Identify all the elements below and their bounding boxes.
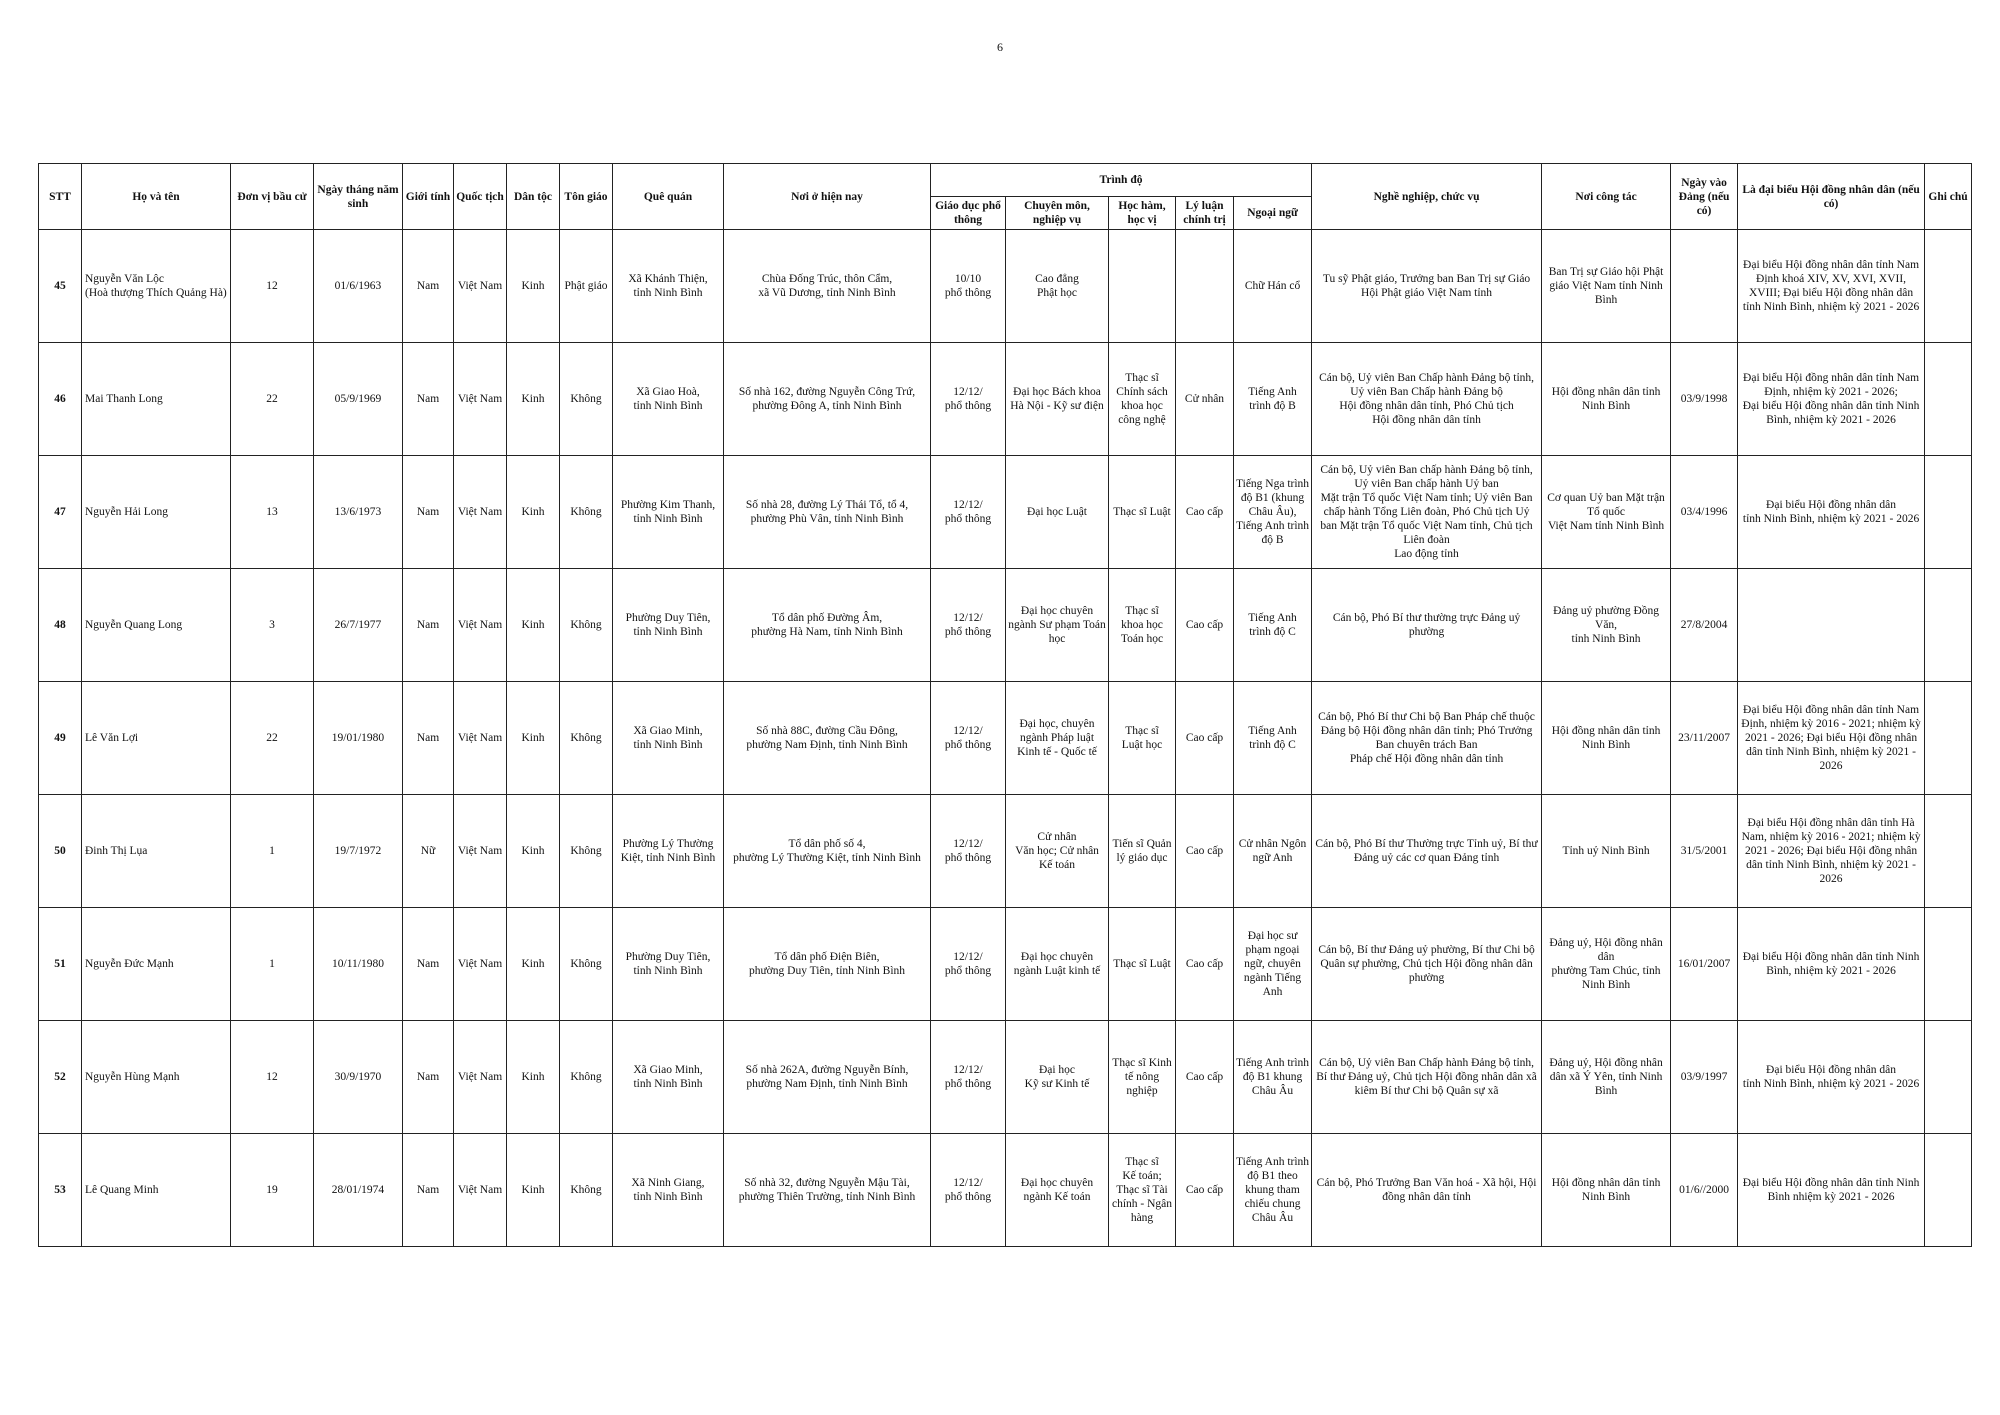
cell-delegate: Đại biểu Hội đồng nhân dân tỉnh Ninh Bình, nhiệm kỳ 2021 - 2026 xyxy=(1738,456,1925,569)
cell-unit: 1 xyxy=(231,795,314,908)
header-specialty: Chuyên môn, nghiệp vụ xyxy=(1006,197,1109,230)
cell-gender: Nam xyxy=(403,1021,454,1134)
candidate-table-container xyxy=(38,163,1968,1247)
cell-workplace: Đảng uỷ, Hội đồng nhân dân xã Ý Yên, tỉnh Ninh Bình xyxy=(1542,1021,1671,1134)
cell-nationality: Việt Nam xyxy=(454,795,507,908)
cell-politics xyxy=(1176,230,1234,343)
cell-religion: Không xyxy=(560,795,613,908)
cell-note xyxy=(1925,682,1972,795)
candidate-table xyxy=(38,163,1972,1247)
cell-nationality: Việt Nam xyxy=(454,343,507,456)
page-number: 6 xyxy=(997,40,1003,54)
cell-gender: Nữ xyxy=(403,795,454,908)
cell-name: Nguyễn Hùng Mạnh xyxy=(82,1021,231,1134)
cell-workplace: Đảng uỷ, Hội đồng nhân dân phường Tam Chúc, tỉnh Ninh Bình xyxy=(1542,908,1671,1021)
cell-language: Tiếng Anh trình độ B xyxy=(1234,343,1312,456)
cell-dob: 28/01/1974 xyxy=(314,1134,403,1247)
table-row xyxy=(39,343,1972,456)
cell-religion: Không xyxy=(560,1134,613,1247)
table-row xyxy=(39,682,1972,795)
cell-stt: 53 xyxy=(39,1134,82,1247)
cell-language: Cử nhân Ngôn ngữ Anh xyxy=(1234,795,1312,908)
cell-occupation: Cán bộ, Phó Bí thư Thường trực Tỉnh uỷ, Bí thư Đảng uỷ các cơ quan Đảng tỉnh xyxy=(1312,795,1542,908)
cell-party-date: 16/01/2007 xyxy=(1671,908,1738,1021)
cell-nationality: Việt Nam xyxy=(454,1134,507,1247)
cell-party-date: 03/9/1997 xyxy=(1671,1021,1738,1134)
cell-gender: Nam xyxy=(403,569,454,682)
cell-residence: Số nhà 88C, đường Cầu Đông, phường Nam Định, tỉnh Ninh Bình xyxy=(724,682,931,795)
cell-language: Tiếng Nga trình độ B1 (khung Châu Âu), Tiếng Anh trình độ B xyxy=(1234,456,1312,569)
cell-ethnicity: Kinh xyxy=(507,569,560,682)
cell-hometown: Xã Khánh Thiện, tỉnh Ninh Bình xyxy=(613,230,724,343)
cell-specialty: Đại học, chuyên ngành Pháp luật Kinh tế - Quốc tế xyxy=(1006,682,1109,795)
cell-occupation: Cán bộ, Uỷ viên Ban Chấp hành Đảng bộ tỉnh, Bí thư Đảng uỷ, Chủ tịch Hội đồng nhân dân xã kiêm Bí thư Chi bộ Quân sự xã xyxy=(1312,1021,1542,1134)
cell-delegate: Đại biểu Hội đồng nhân dân tỉnh Nam Định khoá XIV, XV, XVI, XVII, XVIII; Đại biểu Hội đồng nhân dân tỉnh Ninh Bình, nhiệm kỳ 2021 - 2026 xyxy=(1738,230,1925,343)
cell-ethnicity: Kinh xyxy=(507,1021,560,1134)
cell-stt: 49 xyxy=(39,682,82,795)
cell-nationality: Việt Nam xyxy=(454,230,507,343)
cell-party-date: 03/4/1996 xyxy=(1671,456,1738,569)
table-row xyxy=(39,230,1972,343)
table-row xyxy=(39,908,1972,1021)
cell-residence: Số nhà 162, đường Nguyễn Công Trứ, phường Đông A, tỉnh Ninh Bình xyxy=(724,343,931,456)
table-row xyxy=(39,569,1972,682)
header-religion: Tôn giáo xyxy=(560,164,613,230)
cell-specialty: Cử nhân Văn học; Cử nhân Kế toán xyxy=(1006,795,1109,908)
cell-name: Nguyễn Văn Lộc (Hoà thượng Thích Quảng Hà) xyxy=(82,230,231,343)
cell-nationality: Việt Nam xyxy=(454,456,507,569)
cell-gender: Nam xyxy=(403,230,454,343)
cell-party-date xyxy=(1671,230,1738,343)
header-name: Họ và tên xyxy=(82,164,231,230)
cell-language: Tiếng Anh trình độ C xyxy=(1234,682,1312,795)
cell-hometown: Phường Duy Tiên, tỉnh Ninh Bình xyxy=(613,569,724,682)
header-language: Ngoại ngữ xyxy=(1234,197,1312,230)
header-delegate: Là đại biểu Hội đồng nhân dân (nếu có) xyxy=(1738,164,1925,230)
header-occupation: Nghề nghiệp, chức vụ xyxy=(1312,164,1542,230)
cell-party-date: 31/5/2001 xyxy=(1671,795,1738,908)
cell-ethnicity: Kinh xyxy=(507,456,560,569)
cell-stt: 48 xyxy=(39,569,82,682)
cell-workplace: Đảng uỷ phường Đồng Văn, tỉnh Ninh Bình xyxy=(1542,569,1671,682)
cell-general-edu: 12/12/ phổ thông xyxy=(931,1021,1006,1134)
cell-hometown: Xã Giao Hoà, tỉnh Ninh Bình xyxy=(613,343,724,456)
cell-degree: Tiến sĩ Quản lý giáo dục xyxy=(1109,795,1176,908)
cell-general-edu: 12/12/ phổ thông xyxy=(931,1134,1006,1247)
cell-workplace: Tỉnh uỷ Ninh Bình xyxy=(1542,795,1671,908)
cell-dob: 19/01/1980 xyxy=(314,682,403,795)
cell-stt: 45 xyxy=(39,230,82,343)
cell-religion: Phật giáo xyxy=(560,230,613,343)
cell-religion: Không xyxy=(560,682,613,795)
cell-party-date: 01/6//2000 xyxy=(1671,1134,1738,1247)
table-row xyxy=(39,1021,1972,1134)
cell-name: Mai Thanh Long xyxy=(82,343,231,456)
cell-residence: Tổ dân phố số 4, phường Lý Thường Kiệt, tỉnh Ninh Bình xyxy=(724,795,931,908)
cell-hometown: Xã Giao Minh, tỉnh Ninh Bình xyxy=(613,682,724,795)
cell-general-edu: 12/12/ phổ thông xyxy=(931,908,1006,1021)
header-nationality: Quốc tịch xyxy=(454,164,507,230)
header-stt: STT xyxy=(39,164,82,230)
cell-specialty: Đại học chuyên ngành Sư phạm Toán học xyxy=(1006,569,1109,682)
cell-dob: 26/7/1977 xyxy=(314,569,403,682)
cell-ethnicity: Kinh xyxy=(507,230,560,343)
cell-unit: 19 xyxy=(231,1134,314,1247)
cell-residence: Số nhà 28, đường Lý Thái Tổ, tổ 4, phường Phù Vân, tỉnh Ninh Bình xyxy=(724,456,931,569)
cell-workplace: Cơ quan Uỷ ban Mặt trận Tổ quốc Việt Nam tỉnh Ninh Bình xyxy=(1542,456,1671,569)
cell-delegate: Đại biểu Hội đồng nhân dân tỉnh Nam Định, nhiệm kỳ 2016 - 2021; nhiệm kỳ 2021 - 2026; Đại biểu Hội đồng nhân dân tỉnh Ninh Bình, nhiệm kỳ 2021 - 2026 xyxy=(1738,682,1925,795)
header-ethnicity: Dân tộc xyxy=(507,164,560,230)
cell-nationality: Việt Nam xyxy=(454,908,507,1021)
cell-stt: 50 xyxy=(39,795,82,908)
cell-gender: Nam xyxy=(403,908,454,1021)
cell-occupation: Tu sỹ Phật giáo, Trưởng ban Ban Trị sự Giáo Hội Phật giáo Việt Nam tỉnh xyxy=(1312,230,1542,343)
header-gender: Giới tính xyxy=(403,164,454,230)
cell-note xyxy=(1925,1021,1972,1134)
cell-residence: Tổ dân phố Đường Âm, phường Hà Nam, tỉnh Ninh Bình xyxy=(724,569,931,682)
cell-unit: 1 xyxy=(231,908,314,1021)
cell-note xyxy=(1925,456,1972,569)
cell-delegate: Đại biểu Hội đồng nhân dân tỉnh Nam Định, nhiệm kỳ 2021 - 2026; Đại biểu Hội đồng nhân dân tỉnh Ninh Bình, nhiệm kỳ 2021 - 2026 xyxy=(1738,343,1925,456)
cell-delegate: Đại biểu Hội đồng nhân dân tỉnh Ninh Bình, nhiệm kỳ 2021 - 2026 xyxy=(1738,908,1925,1021)
cell-ethnicity: Kinh xyxy=(507,682,560,795)
cell-politics: Cao cấp xyxy=(1176,908,1234,1021)
header-general-edu: Giáo dục phổ thông xyxy=(931,197,1006,230)
cell-specialty: Đại học Kỹ sư Kinh tế xyxy=(1006,1021,1109,1134)
cell-name: Nguyễn Quang Long xyxy=(82,569,231,682)
cell-specialty: Đại học Luật xyxy=(1006,456,1109,569)
header-politics: Lý luận chính trị xyxy=(1176,197,1234,230)
header-workplace: Nơi công tác xyxy=(1542,164,1671,230)
cell-note xyxy=(1925,795,1972,908)
cell-religion: Không xyxy=(560,343,613,456)
cell-stt: 46 xyxy=(39,343,82,456)
cell-stt: 52 xyxy=(39,1021,82,1134)
cell-name: Nguyễn Đức Mạnh xyxy=(82,908,231,1021)
table-body xyxy=(39,230,1972,1247)
cell-language: Tiếng Anh trình độ B1 khung Châu Âu xyxy=(1234,1021,1312,1134)
cell-degree: Thạc sĩ Luật xyxy=(1109,456,1176,569)
cell-politics: Cao cấp xyxy=(1176,569,1234,682)
cell-delegate: Đại biểu Hội đồng nhân dân tỉnh Hà Nam, nhiệm kỳ 2016 - 2021; nhiệm kỳ 2021 - 2026; Đại biểu Hội đồng nhân dân tỉnh Ninh Bình, nhiệm kỳ 2021 - 2026 xyxy=(1738,795,1925,908)
cell-unit: 3 xyxy=(231,569,314,682)
cell-gender: Nam xyxy=(403,682,454,795)
cell-specialty: Đại học chuyên ngành Kế toán xyxy=(1006,1134,1109,1247)
cell-dob: 05/9/1969 xyxy=(314,343,403,456)
cell-name: Lê Quang Minh xyxy=(82,1134,231,1247)
cell-unit: 22 xyxy=(231,682,314,795)
cell-dob: 19/7/1972 xyxy=(314,795,403,908)
cell-residence: Chùa Đống Trúc, thôn Cẩm, xã Vũ Dương, tỉnh Ninh Bình xyxy=(724,230,931,343)
cell-occupation: Cán bộ, Bí thư Đảng uỷ phường, Bí thư Chi bộ Quân sự phường, Chủ tịch Hội đồng nhân dân phường xyxy=(1312,908,1542,1021)
cell-unit: 12 xyxy=(231,230,314,343)
cell-degree: Thạc sĩ Kinh tế nông nghiệp xyxy=(1109,1021,1176,1134)
header-unit: Đơn vị bầu cử xyxy=(231,164,314,230)
cell-general-edu: 12/12/ phổ thông xyxy=(931,795,1006,908)
cell-occupation: Cán bộ, Phó Trưởng Ban Văn hoá - Xã hội, Hội đồng nhân dân tỉnh xyxy=(1312,1134,1542,1247)
cell-name: Nguyễn Hải Long xyxy=(82,456,231,569)
cell-note xyxy=(1925,908,1972,1021)
cell-degree: Thạc sĩ khoa học Toán học xyxy=(1109,569,1176,682)
cell-nationality: Việt Nam xyxy=(454,569,507,682)
cell-residence: Số nhà 32, đường Nguyễn Mậu Tài, phường Thiên Trường, tỉnh Ninh Bình xyxy=(724,1134,931,1247)
cell-stt: 51 xyxy=(39,908,82,1021)
cell-degree: Thạc sĩ Chính sách khoa học công nghệ xyxy=(1109,343,1176,456)
cell-politics: Cao cấp xyxy=(1176,456,1234,569)
header-party-date: Ngày vào Đảng (nếu có) xyxy=(1671,164,1738,230)
cell-hometown: Phường Kim Thanh, tỉnh Ninh Bình xyxy=(613,456,724,569)
cell-unit: 12 xyxy=(231,1021,314,1134)
cell-residence: Số nhà 262A, đường Nguyễn Bính, phường Nam Định, tỉnh Ninh Bình xyxy=(724,1021,931,1134)
table-row xyxy=(39,1134,1972,1247)
table-row xyxy=(39,456,1972,569)
cell-ethnicity: Kinh xyxy=(507,343,560,456)
cell-stt: 47 xyxy=(39,456,82,569)
cell-degree: Thạc sĩ Luật xyxy=(1109,908,1176,1021)
cell-specialty: Cao đẳng Phật học xyxy=(1006,230,1109,343)
cell-language: Tiếng Anh trình độ C xyxy=(1234,569,1312,682)
cell-politics: Cao cấp xyxy=(1176,682,1234,795)
cell-workplace: Hội đồng nhân dân tỉnh Ninh Bình xyxy=(1542,682,1671,795)
cell-unit: 13 xyxy=(231,456,314,569)
cell-gender: Nam xyxy=(403,456,454,569)
cell-general-edu: 12/12/ phổ thông xyxy=(931,569,1006,682)
cell-politics: Cao cấp xyxy=(1176,795,1234,908)
cell-note xyxy=(1925,569,1972,682)
cell-party-date: 03/9/1998 xyxy=(1671,343,1738,456)
cell-occupation: Cán bộ, Phó Bí thư thường trực Đảng uỷ phường xyxy=(1312,569,1542,682)
cell-occupation: Cán bộ, Uỷ viên Ban chấp hành Đảng bộ tỉnh, Uỷ viên Ban chấp hành Uỷ ban Mặt trận Tổ quốc Việt Nam tỉnh; Uỷ viên Ban chấp hành Tổng Liên đoàn, Phó Chủ tịch Uỷ ban Mặt trận Tổ quốc Việt Nam tỉnh, Chủ tịch Liên đoàn Lao động tỉnh xyxy=(1312,456,1542,569)
cell-specialty: Đại học chuyên ngành Luật kinh tế xyxy=(1006,908,1109,1021)
cell-nationality: Việt Nam xyxy=(454,682,507,795)
cell-politics: Cao cấp xyxy=(1176,1021,1234,1134)
cell-degree xyxy=(1109,230,1176,343)
cell-dob: 10/11/1980 xyxy=(314,908,403,1021)
cell-party-date: 27/8/2004 xyxy=(1671,569,1738,682)
cell-delegate: Đại biểu Hội đồng nhân dân tỉnh Ninh Bình nhiệm kỳ 2021 - 2026 xyxy=(1738,1134,1925,1247)
cell-party-date: 23/11/2007 xyxy=(1671,682,1738,795)
cell-hometown: Phường Duy Tiên, tỉnh Ninh Bình xyxy=(613,908,724,1021)
cell-ethnicity: Kinh xyxy=(507,795,560,908)
cell-hometown: Xã Giao Minh, tỉnh Ninh Bình xyxy=(613,1021,724,1134)
cell-workplace: Hội đồng nhân dân tỉnh Ninh Bình xyxy=(1542,343,1671,456)
cell-note xyxy=(1925,1134,1972,1247)
header-degree: Học hàm, học vị xyxy=(1109,197,1176,230)
cell-politics: Cử nhân xyxy=(1176,343,1234,456)
cell-religion: Không xyxy=(560,1021,613,1134)
cell-general-edu: 10/10 phổ thông xyxy=(931,230,1006,343)
cell-name: Đinh Thị Lụa xyxy=(82,795,231,908)
cell-religion: Không xyxy=(560,456,613,569)
cell-specialty: Đại học Bách khoa Hà Nội - Kỹ sư điện xyxy=(1006,343,1109,456)
cell-religion: Không xyxy=(560,569,613,682)
cell-general-edu: 12/12/ phổ thông xyxy=(931,343,1006,456)
cell-occupation: Cán bộ, Phó Bí thư Chi bộ Ban Pháp chế thuộc Đảng bộ Hội đồng nhân dân tỉnh; Phó Trưởng Ban chuyên trách Ban Pháp chế Hội đồng nhân dân tỉnh xyxy=(1312,682,1542,795)
cell-note xyxy=(1925,343,1972,456)
cell-ethnicity: Kinh xyxy=(507,1134,560,1247)
cell-note xyxy=(1925,230,1972,343)
cell-language: Tiếng Anh trình độ B1 theo khung tham chiếu chung Châu Âu xyxy=(1234,1134,1312,1247)
cell-general-edu: 12/12/ phổ thông xyxy=(931,682,1006,795)
cell-workplace: Ban Trị sự Giáo hội Phật giáo Việt Nam tỉnh Ninh Bình xyxy=(1542,230,1671,343)
table-header xyxy=(39,164,1972,230)
cell-workplace: Hội đồng nhân dân tỉnh Ninh Bình xyxy=(1542,1134,1671,1247)
cell-degree: Thạc sĩ Luật học xyxy=(1109,682,1176,795)
cell-religion: Không xyxy=(560,908,613,1021)
header-education-group: Trình độ xyxy=(931,164,1312,197)
cell-delegate xyxy=(1738,569,1925,682)
cell-degree: Thạc sĩ Kế toán; Thạc sĩ Tài chính - Ngân hàng xyxy=(1109,1134,1176,1247)
cell-gender: Nam xyxy=(403,343,454,456)
cell-nationality: Việt Nam xyxy=(454,1021,507,1134)
cell-residence: Tổ dân phố Điện Biên, phường Duy Tiên, tỉnh Ninh Bình xyxy=(724,908,931,1021)
cell-dob: 13/6/1973 xyxy=(314,456,403,569)
table-row xyxy=(39,795,1972,908)
cell-name: Lê Văn Lợi xyxy=(82,682,231,795)
cell-dob: 01/6/1963 xyxy=(314,230,403,343)
cell-dob: 30/9/1970 xyxy=(314,1021,403,1134)
cell-hometown: Phường Lý Thường Kiệt, tỉnh Ninh Bình xyxy=(613,795,724,908)
cell-politics: Cao cấp xyxy=(1176,1134,1234,1247)
cell-language: Đại học sư phạm ngoại ngữ, chuyên ngành Tiếng Anh xyxy=(1234,908,1312,1021)
cell-gender: Nam xyxy=(403,1134,454,1247)
header-hometown: Quê quán xyxy=(613,164,724,230)
cell-occupation: Cán bộ, Uỷ viên Ban Chấp hành Đảng bộ tỉnh, Uỷ viên Ban Chấp hành Đảng bộ Hội đồng nhân dân tỉnh, Phó Chủ tịch Hội đồng nhân dân tỉnh xyxy=(1312,343,1542,456)
cell-unit: 22 xyxy=(231,343,314,456)
header-residence: Nơi ở hiện nay xyxy=(724,164,931,230)
header-dob: Ngày tháng năm sinh xyxy=(314,164,403,230)
header-note: Ghi chú xyxy=(1925,164,1972,230)
cell-general-edu: 12/12/ phổ thông xyxy=(931,456,1006,569)
cell-ethnicity: Kinh xyxy=(507,908,560,1021)
cell-hometown: Xã Ninh Giang, tỉnh Ninh Bình xyxy=(613,1134,724,1247)
cell-delegate: Đại biểu Hội đồng nhân dân tỉnh Ninh Bình, nhiệm kỳ 2021 - 2026 xyxy=(1738,1021,1925,1134)
cell-language: Chữ Hán cổ xyxy=(1234,230,1312,343)
